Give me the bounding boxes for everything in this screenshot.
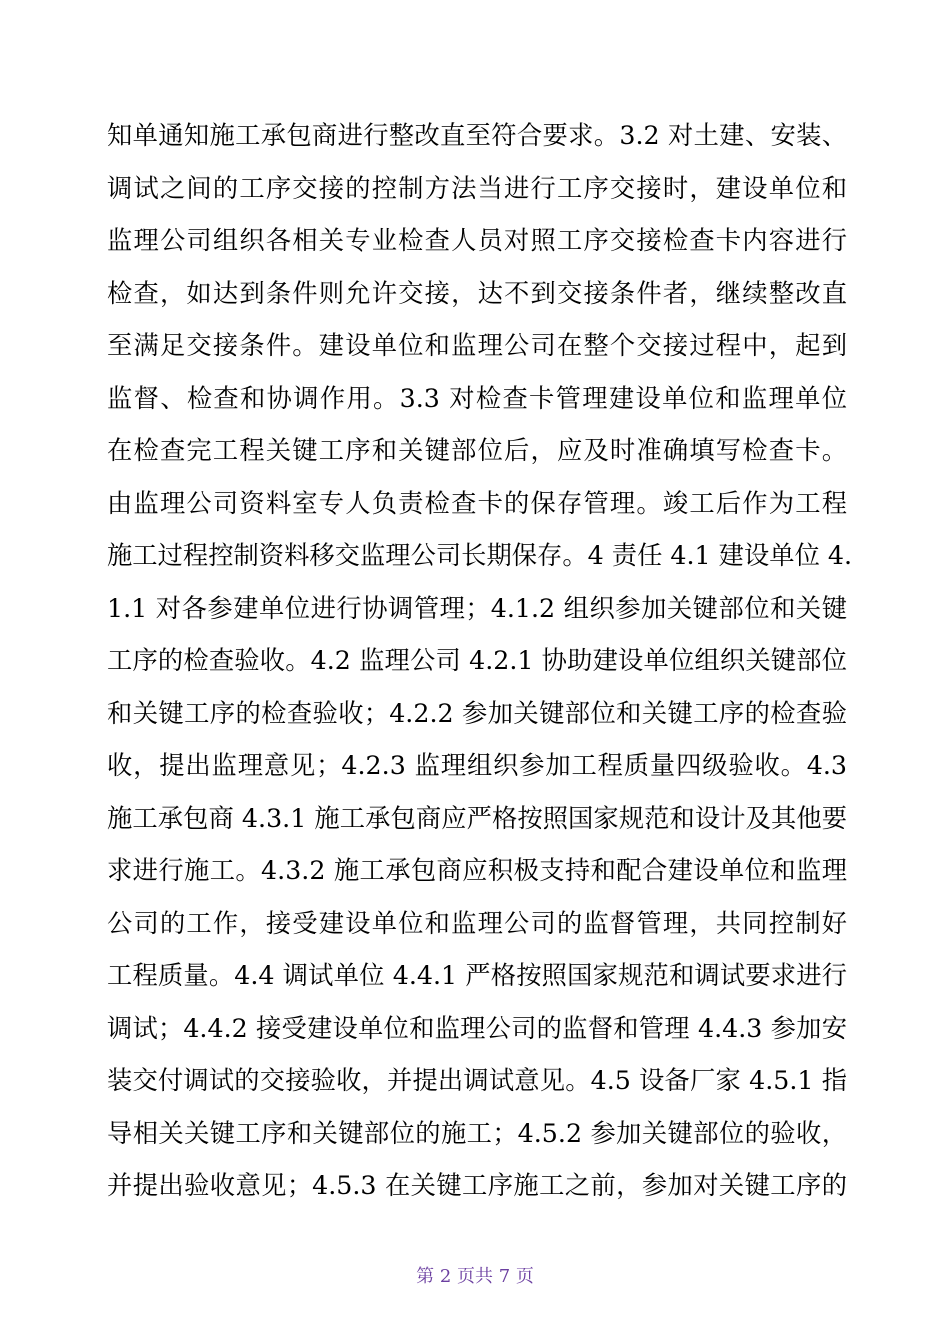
page-number-footer: 第 2 页共 7 页: [416, 1266, 534, 1287]
text-line: 装交付调试的交接验收，并提出调试意见。4.5 设备厂家 4.5.1 指: [107, 1066, 847, 1095]
text-line: 在检查完工程关键工序和关键部位后，应及时准确填写检查卡。: [107, 436, 847, 465]
text-line: 施工承包商 4.3.1 施工承包商应严格按照国家规范和设计及其他要: [107, 803, 847, 833]
text-line: 监理公司组织各相关专业检查人员对照工序交接检查卡内容进行: [107, 226, 847, 255]
text-line: 至满足交接条件。建设单位和监理公司在整个交接过程中，起到: [107, 331, 847, 360]
text-line: 由监理公司资料室专人负责检查卡的保存管理。竣工后作为工程: [107, 488, 847, 518]
text-line: 公司的工作，接受建设单位和监理公司的监督管理，共同控制好: [107, 908, 847, 938]
body-text: [107, 116, 853, 1219]
text-line: 工程质量。4.4 调试单位 4.4.1 严格按照国家规范和调试要求进行: [107, 961, 847, 990]
text-line: 1.1 对各参建单位进行协调管理；4.1.2 组织参加关键部位和关键: [107, 593, 847, 623]
text-line: 导相关关键工序和关键部位的施工；4.5.2 参加关键部位的验收，: [107, 1118, 847, 1148]
text-line: 收，提出监理意见；4.2.3 监理组织参加工程质量四级验收。4.3: [107, 751, 847, 780]
text-line: 施工过程控制资料移交监理公司长期保存。4 责任 4.1 建设单位 4.: [107, 541, 853, 570]
text-line: 工序的检查验收。4.2 监理公司 4.2.1 协助建设单位组织关键部位: [107, 646, 847, 675]
text-line: 求进行施工。4.3.2 施工承包商应积极支持和配合建设单位和监理: [107, 856, 847, 885]
text-line: 知单通知施工承包商进行整改直至符合要求。3.2 对土建、安装、: [107, 121, 847, 150]
text-line: 调试；4.4.2 接受建设单位和监理公司的监督和管理 4.4.3 参加安: [107, 1013, 847, 1043]
text-line: 监督、检查和协调作用。3.3 对检查卡管理建设单位和监理单位: [107, 383, 847, 413]
text-line: 并提出验收意见；4.5.3 在关键工序施工之前，参加对关键工序的: [107, 1171, 847, 1200]
text-line: 调试之间的工序交接的控制方法当进行工序交接时，建设单位和: [107, 173, 847, 203]
text-line: 检查，如达到条件则允许交接，达不到交接条件者，继续整改直: [107, 278, 847, 308]
text-line: 和关键工序的检查验收；4.2.2 参加关键部位和关键工序的检查验: [107, 698, 847, 728]
